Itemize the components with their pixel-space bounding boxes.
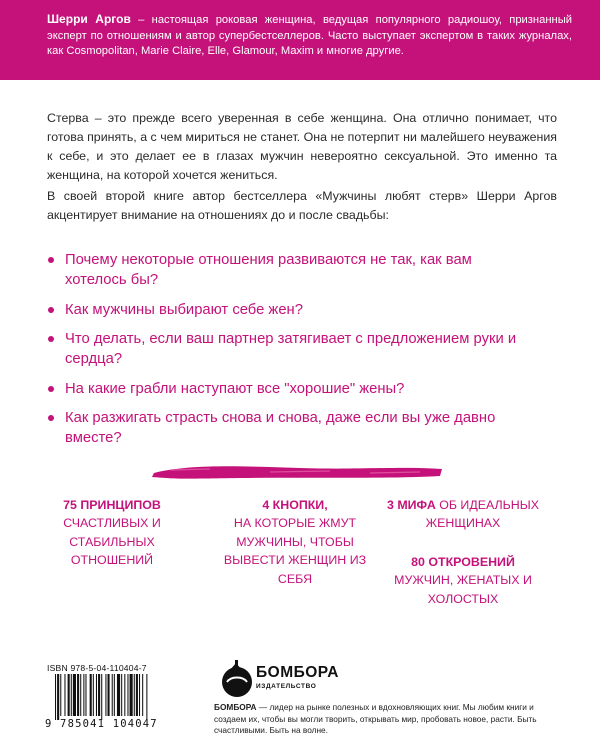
author-bio-band: [0, 0, 600, 80]
fact-myths: 3 МИФА ОБ ИДЕАЛЬНЫХ ЖЕНЩИНАХ: [387, 498, 539, 531]
barcode-bar: [73, 674, 76, 716]
barcode-bar: [108, 674, 110, 716]
barcode-bar: [55, 674, 56, 720]
barcode-bar: [142, 674, 143, 716]
barcode-bar: [64, 674, 65, 716]
barcode-bar: [98, 674, 100, 716]
author-bio-text: – настоящая роковая женщина, ведущая популярного радиошоу, признанный эксперт по отношениям и автор супербестселлеров. Часто выступает экспертом в таких журналах, как Cosmopolitan, Marie Claire, Elle, Glamour, Maxim и многие другие.: [47, 14, 572, 57]
barcode-bar: [83, 674, 84, 716]
barcode-bar: [90, 674, 92, 716]
bullet-icon: [48, 415, 54, 421]
barcode-bar: [146, 674, 147, 720]
barcode-digits: 9 785041 104047: [45, 718, 158, 730]
barcode-bar: [121, 674, 122, 716]
brush-stroke-divider: [150, 460, 446, 482]
barcode-bar: [93, 674, 94, 716]
fact-buttons: 4 КНОПКИ, НА КОТОРЫЕ ЖМУТ МУЖЧИНЫ, ЧТОБЫ ВЫВЕСТИ ЖЕНЩИН ИЗ СЕБЯ: [223, 498, 367, 586]
question-list: [47, 250, 527, 458]
barcode-bar: [77, 674, 79, 716]
lead-paragraph: Стерва – это прежде всего уверенная в себе женщина. Она отлично понимает, что готова принять, а с чем мириться не станет. Она не потерпит ни малейшего неуважения к себе, и это делает ее в глазах мужчин невероятно сексуальной. Это именно та женщина, на которой хочется жениться.: [47, 111, 557, 182]
barcode-bar: [112, 674, 113, 716]
barcode-icon: [47, 674, 192, 720]
barcode-bar: [105, 674, 106, 716]
bullet-icon: [48, 307, 54, 313]
intro-paragraph: В своей второй книге автор бестселлера «Мужчины любят стерв» Шерри Аргов акцентирует внимание на отношениях до и после свадьбы:: [47, 189, 557, 222]
publisher-name: БОМБОРА: [214, 702, 257, 712]
barcode-bar: [124, 674, 125, 716]
bullet-icon: [48, 336, 54, 342]
barcode-bar: [57, 674, 59, 720]
list-item: Что делать, если ваш партнер затягивает с предложением руки и сердца?: [47, 329, 527, 369]
list-item: На какие грабли наступают все "хорошие" жены?: [47, 379, 527, 399]
barcode-bar: [60, 674, 61, 716]
barcode-bar: [117, 674, 120, 716]
barcode-bar: [85, 674, 86, 716]
facts-section: [0, 496, 600, 616]
author-name: Шерри Аргов: [47, 12, 131, 26]
bullet-icon: [48, 386, 54, 392]
barcode-bar: [96, 674, 97, 716]
barcode-bar: [139, 674, 140, 716]
publisher-logo-word: БОМБОРА: [256, 664, 339, 681]
barcode-bar: [80, 674, 81, 716]
list-item: Как разжигать страсть снова и снова, даже если вы уже давно вместе?: [47, 408, 527, 448]
isbn-label: ISBN 978-5-04-110404-7: [47, 663, 147, 673]
fact-revelations: 80 ОТКРОВЕНИЙ МУЖЧИН, ЖЕНАТЫХ И ХОЛОСТЫХ: [394, 555, 532, 606]
publisher-tagline: — лидер на рынке полезных и вдохновляющих книг. Мы любим книги и создаем их, чтобы вы могли творить, открывать мир, пробовать новое, расти. Быть счастливыми. Быть на волне.: [214, 702, 537, 736]
fact-principles: 75 ПРИНЦИПОВ СЧАСТЛИВЫХ И СТАБИЛЬНЫХ ОТНОШЕНИЙ: [63, 498, 161, 568]
barcode-bar: [114, 674, 115, 716]
publisher-logo-sub: ИЗДАТЕЛЬСТВО: [256, 683, 317, 690]
list-item: Как мужчины выбирают себе жен?: [47, 300, 527, 320]
barcode-bar: [130, 674, 133, 716]
bullet-icon: [48, 257, 54, 263]
publisher-description: [214, 702, 544, 737]
barcode-bar: [134, 674, 135, 716]
barcode-bar: [68, 674, 70, 716]
barcode-bar: [71, 674, 72, 716]
barcode-bar: [101, 674, 102, 720]
list-item: Почему некоторые отношения развиваются не так, как вам хотелось бы?: [47, 250, 527, 290]
barcode-bar: [127, 674, 128, 716]
barcode-bar: [136, 674, 138, 716]
